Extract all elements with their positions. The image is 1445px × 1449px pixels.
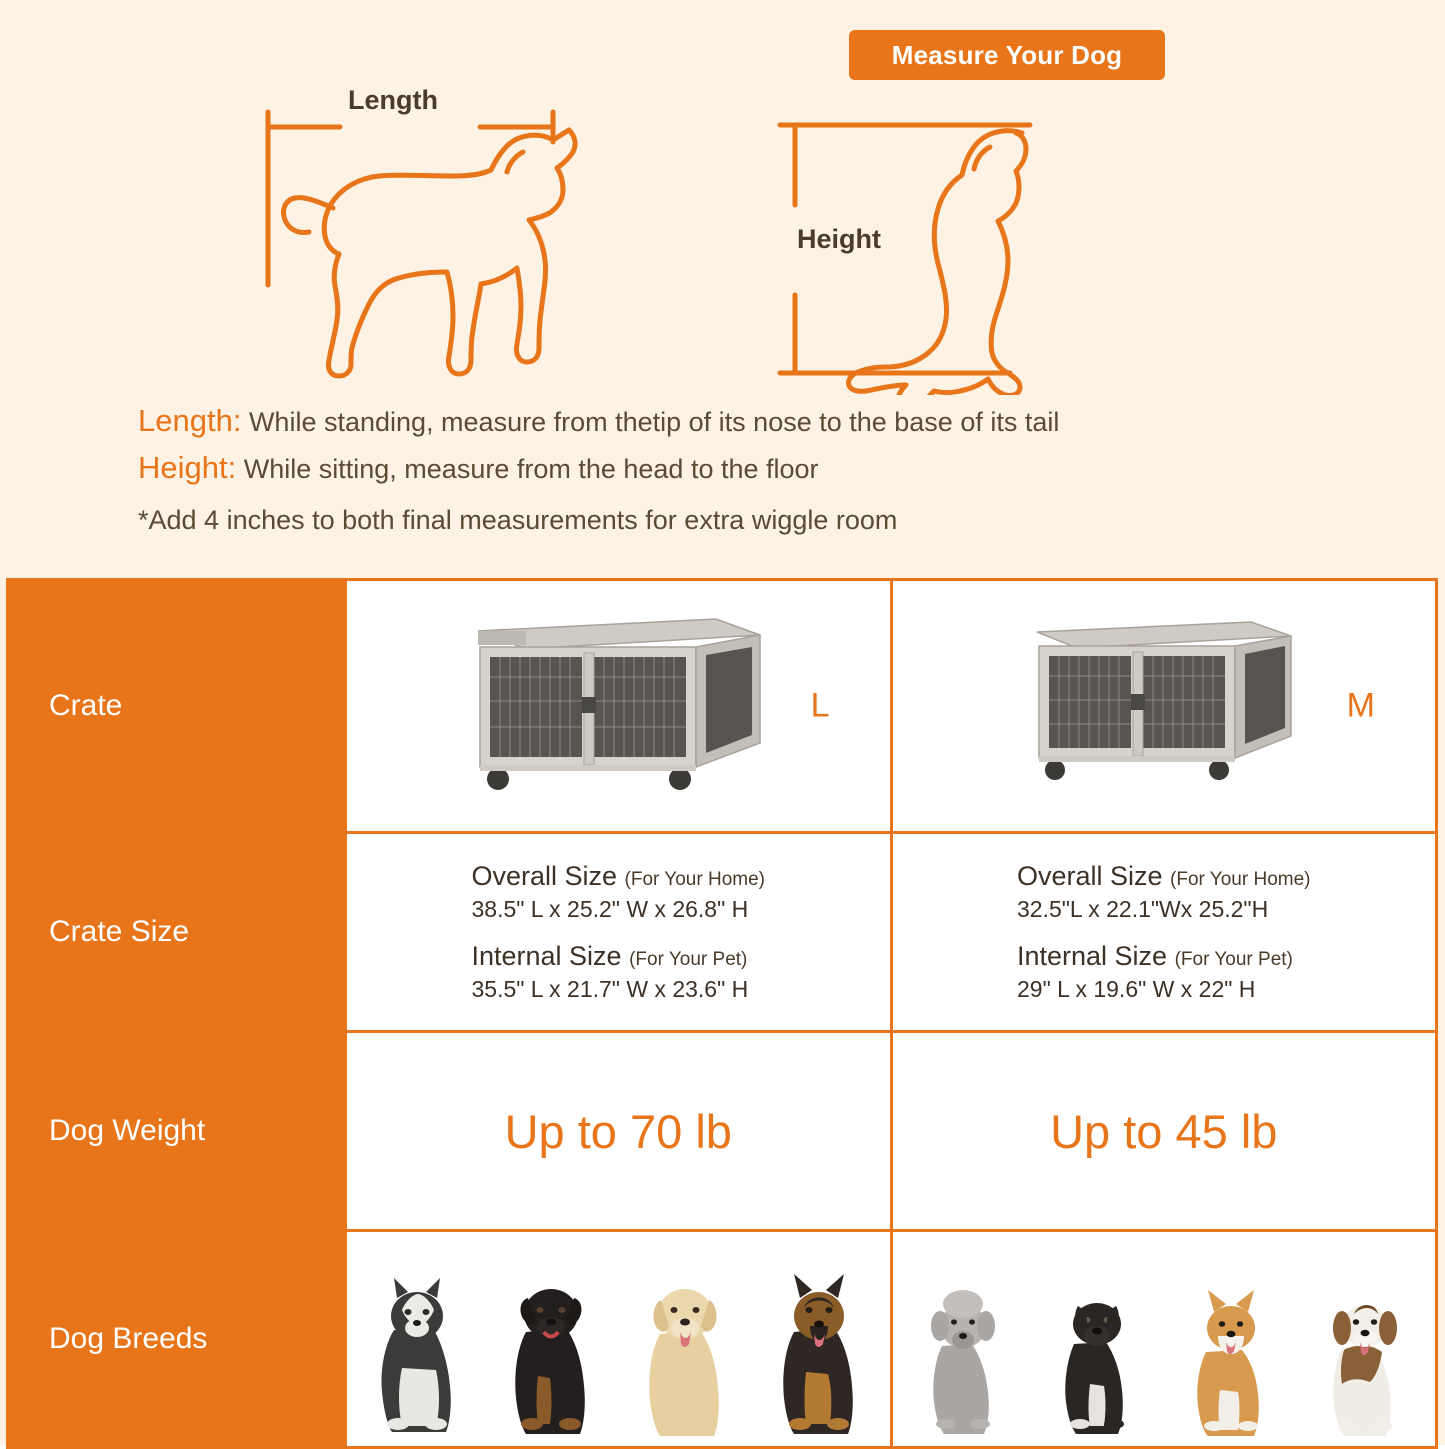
internal-size-sub-large: (For Your Pet)	[629, 949, 748, 970]
crate-size-cell-medium	[893, 834, 1436, 1030]
length-note-text: While standing, measure from thetip of its nose to the base of its tail	[248, 407, 1060, 437]
internal-size-sub-medium: (For Your Pet)	[1174, 949, 1293, 970]
table-row	[9, 1232, 1435, 1446]
height-note	[138, 452, 1338, 483]
internal-size-value-medium: 29" L x 19.6" W x 22" H	[1016, 976, 1256, 1002]
measure-your-dog-panel	[0, 0, 1445, 566]
overall-size-sub-medium: (For Your Home)	[1170, 869, 1311, 890]
table-row	[9, 1033, 1435, 1232]
height-dimension-label: Height	[797, 224, 881, 254]
crate-size-tag-large: L	[810, 686, 830, 725]
crate-cell-large	[347, 581, 893, 831]
breed-rottweiler-image	[491, 1270, 611, 1440]
overall-size-value-medium: 32.5"L x 22.1"Wx 25.2"H	[1016, 896, 1269, 922]
row-label-crate-size: Crate Size	[9, 834, 347, 1030]
crate-cell-medium	[893, 581, 1436, 831]
breed-french-bulldog-image	[1037, 1270, 1157, 1440]
dog-weight-value-medium: Up to 45 lb	[1050, 1104, 1278, 1158]
breed-beagle-image	[1305, 1270, 1425, 1440]
dog-breeds-cell-medium	[893, 1232, 1436, 1446]
breed-german-shepherd-image	[759, 1270, 879, 1440]
wiggle-room-note: *Add 4 inches to both final measurements for extra wiggle room	[138, 505, 898, 535]
length-note-key: Length:	[138, 403, 242, 438]
internal-size-heading-medium: Internal Size (For Your Pet)	[1016, 941, 1293, 971]
dog-weight-cell-medium	[893, 1033, 1436, 1229]
crate-size-tag-medium: M	[1346, 686, 1375, 725]
overall-size-value-large: 38.5" L x 25.2" W x 26.8" H	[471, 896, 749, 922]
breed-husky-image	[357, 1270, 477, 1440]
measurement-notes	[138, 405, 1338, 536]
dog-weight-cell-large	[347, 1033, 893, 1229]
crate-size-cell-large	[347, 834, 893, 1030]
breed-corgi-image	[1171, 1270, 1291, 1440]
height-note-text: While sitting, measure from the head to the floor	[243, 454, 819, 484]
height-note-key: Height:	[138, 450, 237, 485]
dog-breeds-cell-large	[347, 1232, 893, 1446]
overall-size-heading-medium: Overall Size (For Your Home)	[1016, 861, 1311, 891]
row-label-crate: Crate	[9, 581, 347, 831]
internal-size-heading-large: Internal Size (For Your Pet)	[471, 941, 748, 971]
row-label-dog-weight: Dog Weight	[9, 1033, 347, 1229]
table-row	[9, 834, 1435, 1033]
overall-size-heading-large: Overall Size (For Your Home)	[471, 861, 765, 891]
length-dimension-label: Length	[348, 85, 438, 115]
large-crate-image	[468, 601, 768, 811]
dog-weight-value-large: Up to 70 lb	[504, 1104, 732, 1158]
medium-crate-image	[1029, 606, 1299, 806]
breed-poodle-image	[903, 1270, 1023, 1440]
table-row	[9, 581, 1435, 834]
row-label-dog-breeds: Dog Breeds	[9, 1232, 347, 1446]
standing-dog-illustration	[240, 80, 720, 390]
measure-your-dog-badge: Measure Your Dog	[849, 30, 1165, 80]
overall-size-sub-large: (For Your Home)	[624, 869, 765, 890]
length-note	[138, 405, 1338, 436]
breed-golden-retriever-image	[625, 1270, 745, 1440]
crate-comparison-table	[6, 578, 1438, 1449]
internal-size-value-large: 35.5" L x 21.7" W x 23.6" H	[471, 976, 749, 1002]
